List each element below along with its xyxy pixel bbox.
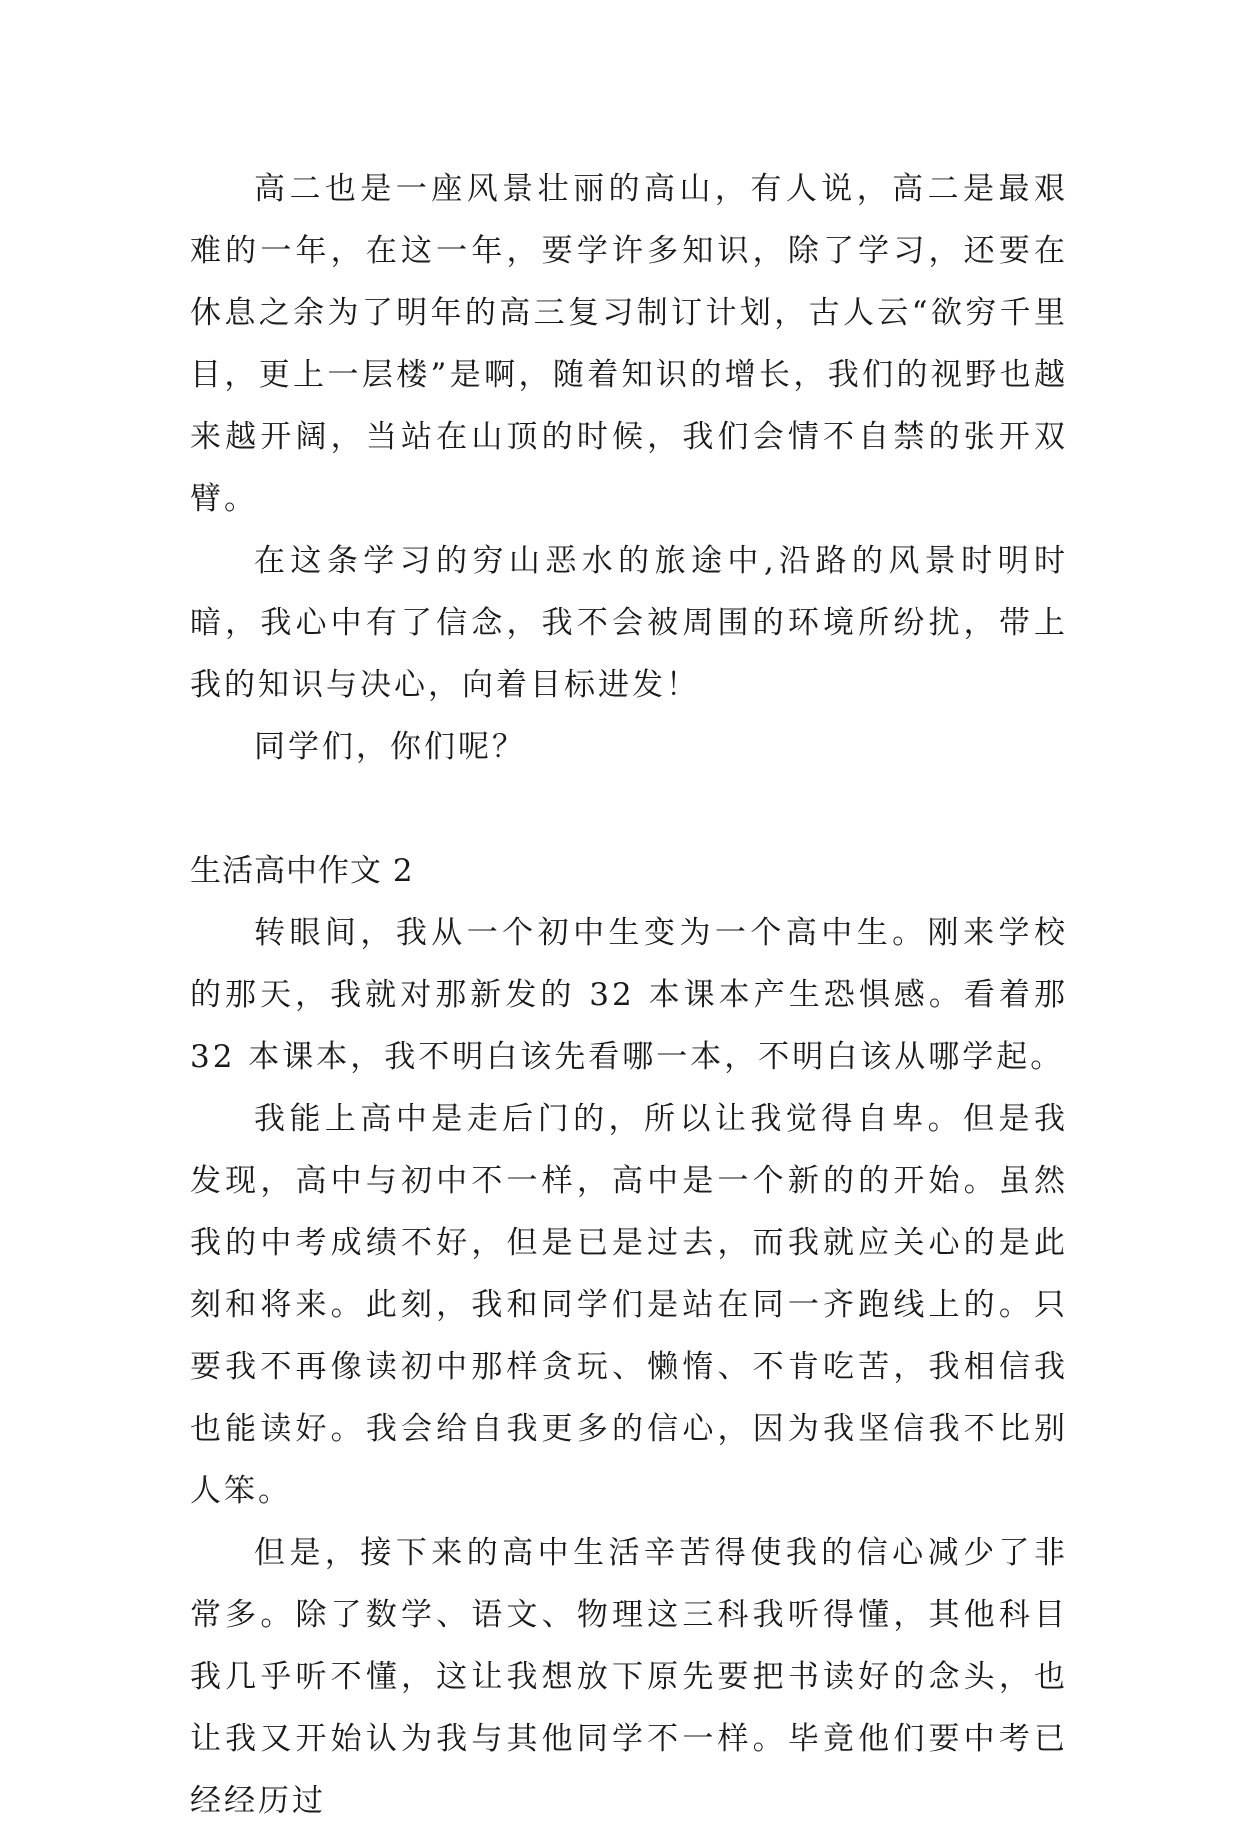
paragraph: 在这条学习的穷山恶水的旅途中,沿路的风景时明时暗，我心中有了信念，我不会被周围的环境所纷扰，带上我的知识与决心，向着目标进发！ [190, 543, 1068, 703]
document-body [190, 158, 1068, 1832]
paragraph: 转眼间，我从一个初中生变为一个高中生。刚来学校的那天，我就对那新发的 32 本课本产生恐惧感。看着那 32 本课本，我不明白该先看哪一本，不明白该从哪学起。 [190, 915, 1068, 1075]
paragraph: 同学们，你们呢？ [254, 729, 526, 765]
paragraph: 但是，接下来的高中生活辛苦得使我的信心减少了非常多。除了数学、语文、物理这三科我听得懂，其他科目我几乎听不懂，这让我想放下原先要把书读好的念头，也让我又开始认为我与其他同学不一样。毕竟他们要中考已经经历过 [190, 1535, 1068, 1819]
paragraph: 我能上高中是走后门的，所以让我觉得自卑。但是我发现，高中与初中不一样，高中是一个新的的开始。虽然我的中考成绩不好，但是已是过去，而我就应关心的是此刻和将来。此刻，我和同学们是站在同一齐跑线上的。只要我不再像读初中那样贪玩、懒惰、不肯吃苦，我相信我也能读好。我会给自我更多的信心，因为我坚信我不比别人笨。 [190, 1101, 1068, 1509]
paragraph: 高二也是一座风景壮丽的高山，有人说，高二是最艰难的一年，在这一年，要学许多知识，除了学习，还要在休息之余为了明年的高三复习制订计划，古人云“欲穷千里目，更上一层楼”是啊，随着知识的增长，我们的视野也越来越开阔，当站在山顶的时候，我们会情不自禁的张开双臂。 [190, 171, 1068, 517]
section-title: 生活高中作文 2 [190, 853, 414, 889]
